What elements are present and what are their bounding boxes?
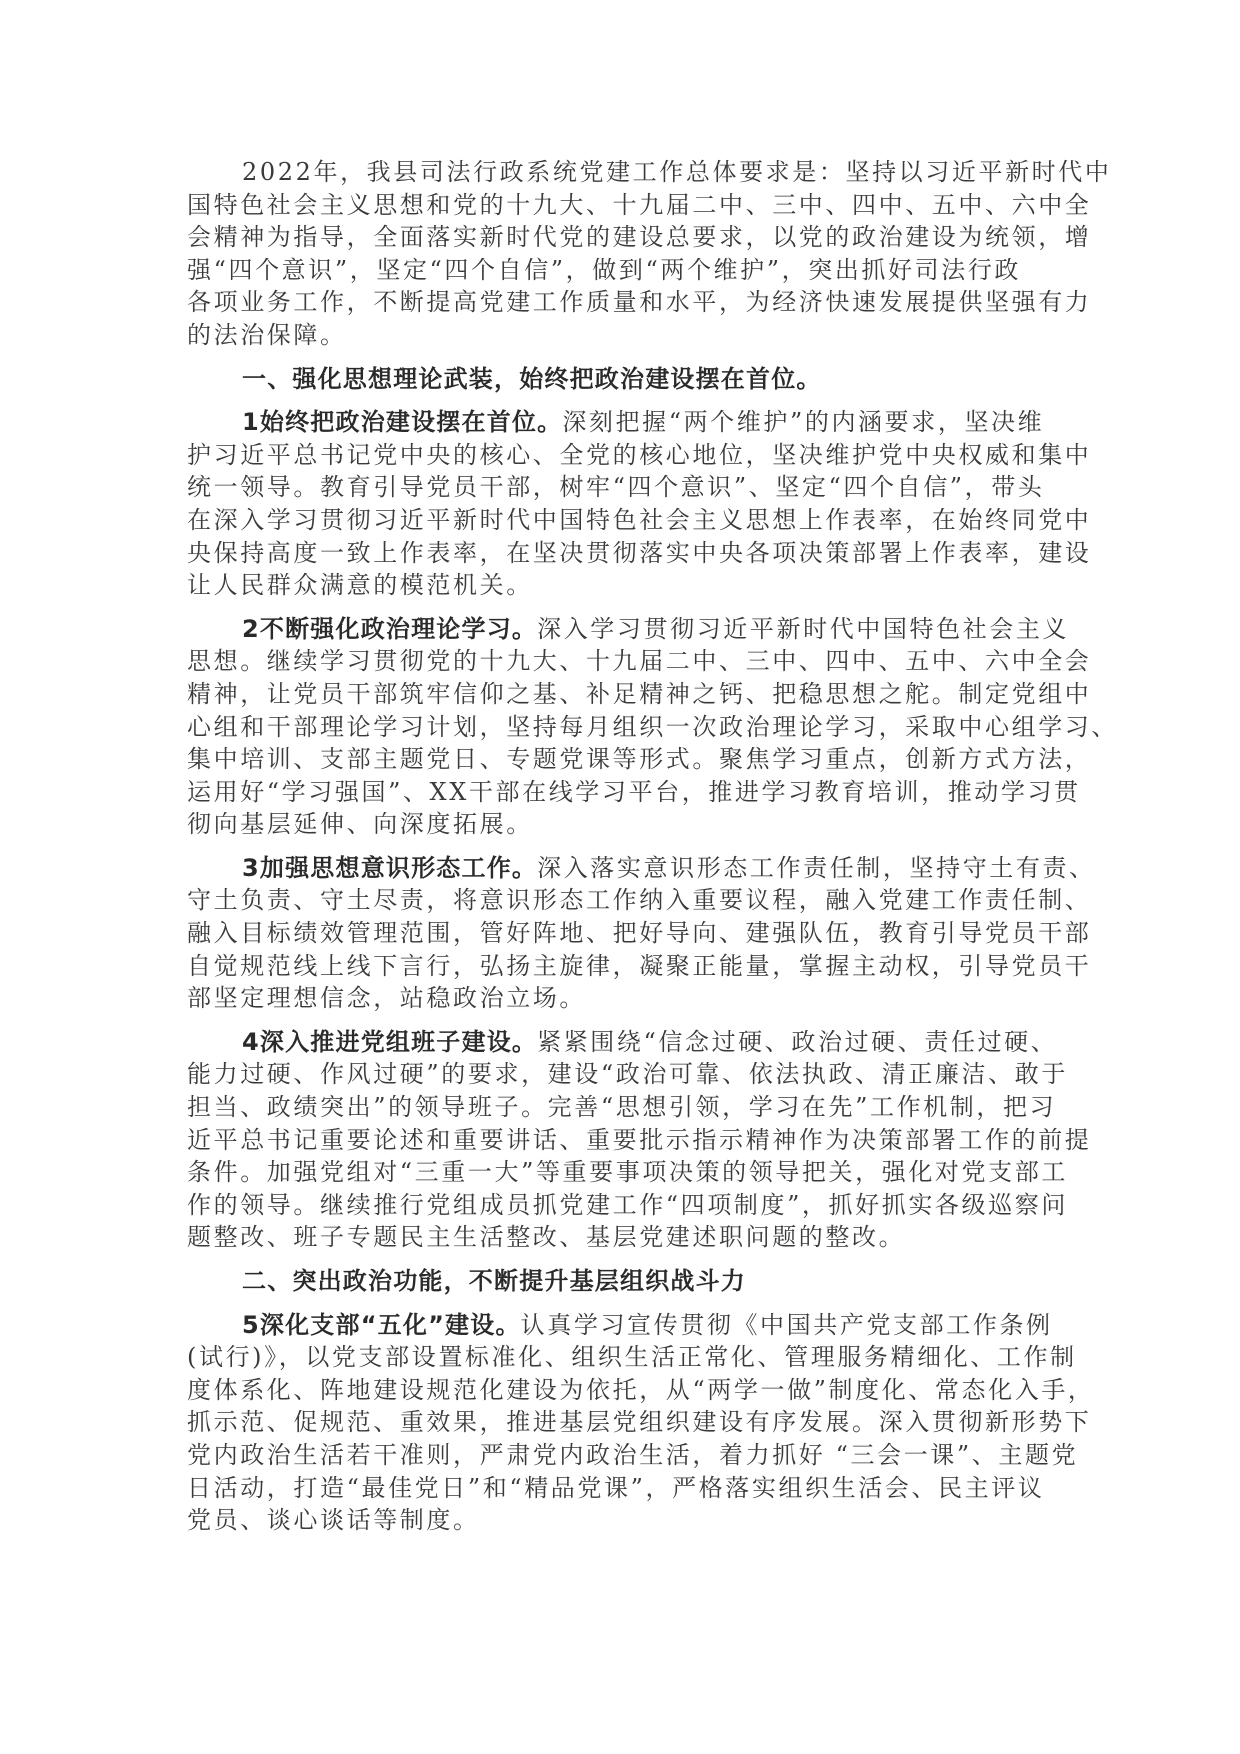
text-line: 集中培训、支部主题党日、专题党课等形式。聚焦学习重点，创新方式方法， — [187, 745, 1092, 774]
text-line — [187, 1309, 1053, 1342]
text-line: 日活动，打造“最佳党日”和“精品党课”，严格落实组织生活会、民主评议 — [187, 1473, 1045, 1502]
text-line: 部坚定理想信念，站稳政治立场。 — [187, 984, 586, 1013]
text-line: 的法治保障。 — [187, 320, 347, 349]
item-paragraph-3 — [187, 852, 1096, 1015]
section-heading-1 — [187, 363, 1053, 396]
text-line: 题整改、班子专题民主生活整改、基层党建述职问题的整改。 — [187, 1223, 906, 1252]
item-paragraph-5 — [187, 1309, 1095, 1537]
text-line: 作的领导。继续推行党组成员抓党建工作“四项制度”，抓好抓实各级巡察问 — [187, 1190, 1068, 1219]
text-line: 担当、政绩突出”的领导班子。完善“思想引领，学习在先”工作机制，把习 — [187, 1093, 1057, 1122]
text-line: 各项业务工作，不断提高党建工作质量和水平，为经济快速发展提供坚强有力 — [187, 288, 1092, 317]
item-paragraph-1 — [187, 406, 1092, 602]
text-line: 国特色社会主义思想和党的十九大、十九届二中、三中、四中、五中、六中全 — [187, 190, 1092, 219]
text-line: 运用好“学习强国”、XX干部在线学习平台，推进学习教育培训，推动学习贯 — [187, 777, 1081, 806]
item-text: 紧紧围绕“信念过硬、政治过硬、责任过硬、 — [537, 1027, 1058, 1056]
text-line: 融入目标绩效管理范围，管好阵地、把好导向、建强队伍，教育引导党员干部 — [187, 919, 1092, 948]
text-line: 守土负责、守土尽责，将意识形态工作纳入重要议程，融入党建工作责任制、 — [187, 886, 1092, 915]
text-line: 彻向基层延伸、向深度拓展。 — [187, 810, 533, 839]
text-line — [187, 406, 1053, 439]
text-line: 统一领导。教育引导党员干部，树牢“四个意识”、坚定“四个自信”，带头 — [187, 473, 1045, 502]
text-line: 条件。加强党组对“三重一大”等重要事项决策的领导把关，强化对党支部工 — [187, 1158, 1068, 1187]
text-line: 强“四个意识”，坚定“四个自信”，做到“两个维护”，突出抓好司法行政 — [187, 255, 1022, 284]
text-line: 会精神为指导，全面落实新时代党的建设总要求，以党的政治建设为统领，增 — [187, 223, 1092, 252]
item-text: 认真学习宣传贯彻《中国共产党支部工作条例 — [520, 1310, 1053, 1339]
text-line: 精神，让党员干部筑牢信仰之基、补足精神之钙、把稳思想之舵。制定党组中 — [187, 679, 1092, 708]
text-line: (试行)》，以党支部设置标准化、组织生活正常化、管理服务精细化、工作制 — [187, 1343, 1077, 1372]
text-line — [187, 613, 1070, 646]
section-heading-2 — [187, 1265, 1053, 1298]
text-line: 护习近平总书记党中央的核心、全党的核心地位，坚决维护党中央权威和集中 — [187, 440, 1092, 469]
text-line: 党员、谈心谈话等制度。 — [187, 1506, 480, 1535]
item-text: 深入落实意识形态工作责任制，坚持守土有责、 — [537, 853, 1096, 882]
text-line: 度体系化、阵地建设规范化建设为依托，从“两学一做”制度化、常态化入手， — [187, 1375, 1095, 1404]
item-lead: 2不断强化政治理论学习。 — [242, 614, 538, 643]
text-line: 在深入学习贯彻习近平新时代中国特色社会主义思想上作表率，在始终同党中 — [187, 505, 1092, 534]
item-lead: 4深入推进党组班子建设。 — [242, 1027, 538, 1056]
text-line: 央保持高度一致上作表率，在坚决贯彻落实中央各项决策部署上作表率，建设 — [187, 538, 1092, 567]
text-line: 心组和干部理论学习计划，坚持每月组织一次政治理论学习，采取中心组学习、 — [187, 712, 1118, 741]
item-paragraph-2 — [187, 613, 1118, 841]
section-title: 一、强化思想理论武装，始终把政治建设摆在首位。 — [242, 364, 822, 393]
item-paragraph-4 — [187, 1026, 1092, 1254]
item-lead: 1始终把政治建设摆在首位。 — [242, 408, 563, 437]
text-line: 思想。继续学习贯彻党的十九大、十九届二中、三中、四中、五中、六中全会 — [187, 647, 1092, 676]
item-lead: 5深化支部“五化”建设。 — [242, 1310, 521, 1339]
section-title: 二、突出政治功能，不断提升基层组织战斗力 — [242, 1267, 746, 1295]
text-line: 抓示范、促规范、重效果，推进基层党组织建设有序发展。深入贯彻新形势下 — [187, 1408, 1092, 1437]
document-page — [187, 156, 1118, 1548]
text-line — [187, 1026, 1058, 1059]
text-line: 近平总书记重要论述和重要讲话、重要批示指示精神作为决策部署工作的前提 — [187, 1125, 1092, 1154]
text-line — [187, 852, 1096, 885]
item-lead: 3加强思想意识形态工作。 — [242, 853, 538, 882]
text-line: 能力过硬、作风过硬”的要求，建设“政治可靠、依法执政、清正廉洁、敢于 — [187, 1060, 1068, 1089]
item-text: 深刻把握“两个维护”的内涵要求，坚决维 — [562, 408, 1045, 437]
text-line: 自觉规范线上线下言行，弘扬主旋律，凝聚正能量，掌握主动权，引导党员干 — [187, 951, 1092, 980]
text-line: 让人民群众满意的模范机关。 — [187, 571, 533, 600]
intro-paragraph — [187, 156, 1112, 352]
text-line: 2022年，我县司法行政系统党建工作总体要求是：坚持以习近平新时代中 — [242, 158, 1112, 186]
text-line: 党内政治生活若干准则，严肃党内政治生活，着力抓好 “三会一课”、主题党 — [187, 1440, 1079, 1469]
item-text: 深入学习贯彻习近平新时代中国特色社会主义 — [537, 614, 1070, 643]
